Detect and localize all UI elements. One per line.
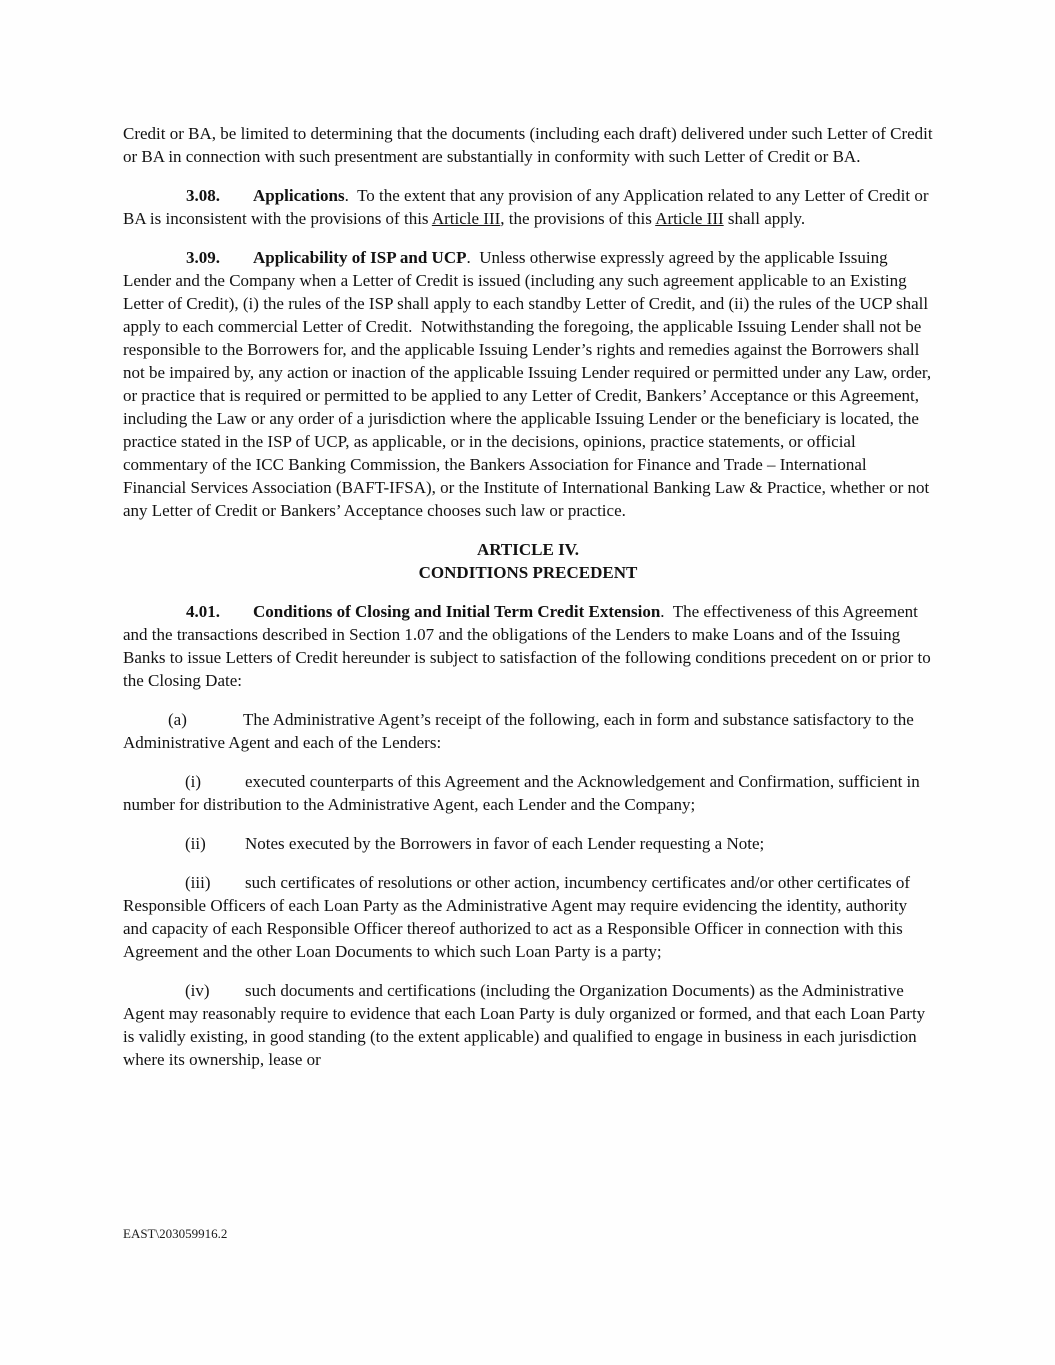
- body-text: such certificates of resolutions or other action, incumbency certificates and/or other certificates of Responsible Officers of each Loan Party as the Administrative Agent may require evidencing the identity, authority and capacity of each Responsible Officer thereof authorized to act as a Responsible Officer in connection with this Agreement and the other Loan Documents to which such Loan Party is a party;: [123, 873, 911, 961]
- list-item-label: (i): [185, 772, 202, 791]
- section-number: 3.08.: [186, 186, 220, 205]
- section-number: 4.01.: [186, 602, 220, 621]
- section-title: Conditions of Closing and Initial Term Credit Extension: [253, 602, 661, 621]
- list-item-i: [123, 770, 933, 816]
- list-item-iii: [123, 871, 933, 963]
- paragraph-continuation: [123, 122, 933, 168]
- list-item-iv: [123, 979, 933, 1071]
- document-control-number: EAST\203059916.2: [123, 1226, 228, 1241]
- list-item-label: (iv): [185, 981, 210, 1000]
- section-title: Applications: [253, 186, 345, 205]
- section-4-01: [123, 600, 933, 692]
- list-item-label: (a): [168, 710, 187, 729]
- section-3-09: [123, 246, 933, 522]
- document-body: [123, 122, 933, 1087]
- article-title: CONDITIONS PRECEDENT: [418, 563, 638, 582]
- body-text: . Unless otherwise expressly agreed by the applicable Issuing Lender and the Company when a Letter of Credit is issued (including any such agreement applicable to an Existing Letter of Credit), (i) the rules of the ISP shall apply to each standby Letter of Credit, and (ii) the rules of the UCP shall apply to each commercial Letter of Credit. Notwithstanding the foregoing, the applicable Issuing Lender shall not be responsible to the Borrowers for, and the applicable Issuing Lender’s rights and remedies against the Borrowers shall not be impaired by, any action or inaction of the applicable Issuing Lender required or permitted under any Law, order, or practice that is required or permitted to be applied to any Letter of Credit, Bankers’ Acceptance or this Agreement, including the Law or any order of a jurisdiction where the applicable Issuing Lender or the beneficiary is located, the practice stated in the ISP of UCP, as applicable, or in the decisions, opinions, practice statements, or official commentary of the ICC Banking Commission, the Bankers Association for Finance and Trade – International Financial Services Association (BAFT-IFSA), or the Institute of International Banking Law & Practice, whether or not any Letter of Credit or Bankers’ Acceptance chooses such law or practice.: [123, 248, 932, 520]
- body-text: The Administrative Agent’s receipt of the following, each in form and substance satisfactory to the Administrative Agent and each of the Lenders:: [123, 710, 914, 752]
- section-3-08: [123, 184, 933, 230]
- section-title: Applicability of ISP and UCP: [253, 248, 467, 267]
- body-text: , the provisions of this: [500, 209, 656, 228]
- article-reference: Article III: [655, 209, 724, 228]
- list-item-label: (iii): [185, 873, 211, 892]
- article-number: ARTICLE IV.: [476, 540, 580, 559]
- body-text: Credit or BA, be limited to determining that the documents (including each draft) delivered under such Letter of Credit or BA in connection with such presentment are substantially in conformity with such Letter of Credit or BA.: [123, 124, 933, 166]
- section-number: 3.09.: [186, 248, 220, 267]
- list-item-a: [123, 708, 933, 754]
- list-item-ii: [123, 832, 933, 855]
- body-text: shall apply.: [723, 209, 806, 228]
- body-text: . To the extent that any provision of any Application related to any Letter of Credit or BA is inconsistent with the provisions of this: [123, 186, 929, 228]
- body-text: executed counterparts of this Agreement and the Acknowledgement and Confirmation, sufficient in number for distribution to the Administrative Agent, each Lender and the Company;: [123, 772, 920, 814]
- body-text: Notes executed by the Borrowers in favor of each Lender requesting a Note;: [245, 834, 765, 853]
- article-reference: Article III: [431, 209, 501, 228]
- article-heading: [123, 538, 933, 584]
- body-text: . The effectiveness of this Agreement and the transactions described in Section 1.07 and the obligations of the Lenders to make Loans and of the Issuing Banks to issue Letters of Credit hereunder is subject to satisfaction of the following conditions precedent on or prior to the Closing Date:: [123, 602, 931, 690]
- body-text: such documents and certifications (including the Organization Documents) as the Administrative Agent may reasonably require to evidence that each Loan Party is duly organized or formed, and that each Loan Party is validly existing, in good standing (to the extent applicable) and qualified to engage in business in each jurisdiction where its ownership, lease or: [123, 981, 926, 1069]
- list-item-label: (ii): [185, 834, 206, 853]
